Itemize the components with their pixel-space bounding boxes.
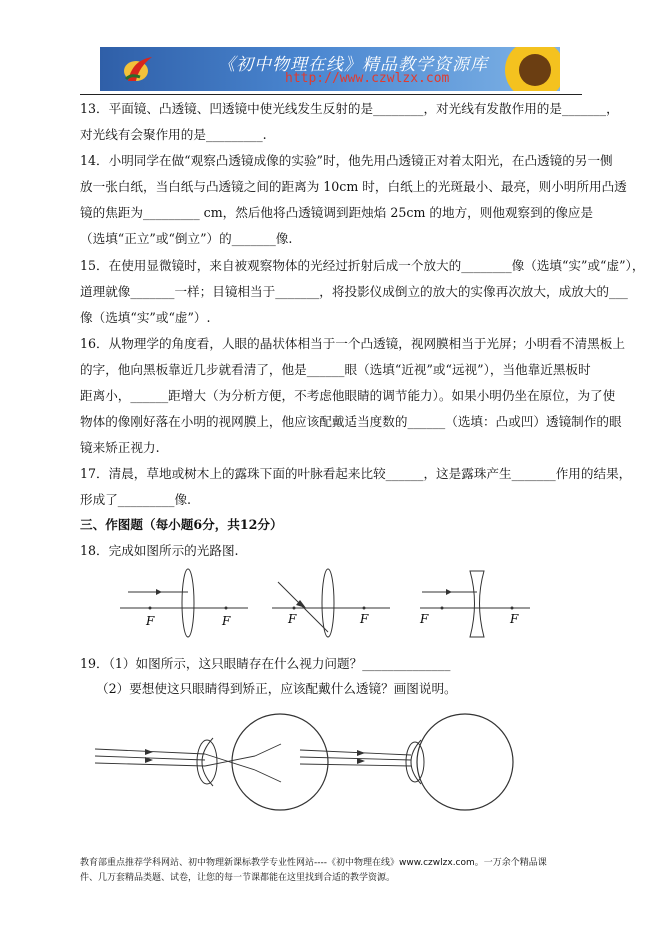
focus-point-left-2: [293, 607, 296, 610]
focus-label: F: [420, 612, 429, 626]
q15-line-2: 道理就像_______一样；目镜相当于_______，将投影仪成倒立的放大的实像再次放大，成放大的___: [80, 284, 628, 299]
q18-figure-convex-focus: [272, 569, 390, 637]
focus-label: F: [222, 614, 231, 628]
eyeball-outline-1: [232, 714, 328, 810]
eyeball-outline-2: [417, 714, 513, 810]
focus-label: F: [510, 612, 519, 626]
header-banner: [100, 47, 560, 91]
q16-line-5: 镜来矫正视力.: [80, 440, 160, 455]
header-rule: [80, 94, 582, 95]
q17-line-2: 形成了_________像.: [80, 492, 192, 507]
q16-line-3: 距离小，______距增大（为分析方便，不考虑他眼睛的调节能力）。如果小明仍坐在原位，为了使: [80, 388, 616, 403]
q14-line-4: （选填“正立”或“倒立”）的_______像.: [80, 231, 293, 246]
focus-point-left-1: [149, 607, 152, 610]
ray-arrow: [145, 749, 153, 755]
q18-figure-concave: [419, 571, 530, 637]
focus-label: F: [146, 614, 155, 628]
section-heading: 三、作图题（每小题6分，共12分）: [80, 517, 283, 532]
q14-line-1: 14．小明同学在做“观察凸透镜成像的实验”时，他先用凸透镜正对着太阳光，在凸透镜的另一侧: [80, 153, 613, 168]
focus-point-left-3: [441, 607, 444, 610]
concave-lens: [470, 571, 484, 637]
focus-point-right-1: [225, 607, 228, 610]
convex-lens-2: [322, 569, 334, 637]
footer-line-2: 件、几万套精品类题、试卷，让您的每一节课都能在这里找到合适的教学资源。: [80, 873, 396, 883]
q15-line-1: 15．在使用显微镜时，来自被观察物体的光经过折射后成一个放大的________像（选填“实”或“虚”），: [80, 258, 645, 273]
convex-lens-1: [182, 569, 194, 637]
q19-part-2: （2）要想使这只眼睛得到矫正，应该配戴什么透镜？画图说明。: [96, 681, 457, 696]
focus-label: F: [288, 612, 297, 626]
q14-line-2: 放一张白纸，当白纸与凸透镜之间的距离为 10cm 时，白纸上的光斑最小、最亮，则小明所用凸透: [80, 179, 627, 194]
arrow-head-3: [446, 589, 452, 595]
q19-part-1: 19．（1）如图所示，这只眼睛存在什么视力问题？______________: [80, 656, 451, 671]
ray-arrow: [357, 750, 365, 756]
focus-label: F: [360, 612, 369, 626]
q16-line-2: 的字，他向黑板靠近几步就看清了，他是______眼（选填“近视”或“远视”），当他靠近黑板时: [80, 362, 591, 377]
sunflower-icon: [500, 47, 560, 91]
footer-line-1: 教育部重点推荐学科网站、初中物理新课标教学专业性网站----《初中物理在线》www.czwlzx.com。一万余个精品课: [80, 858, 547, 868]
q15-line-3: 像（选填“实”或“虚”）.: [80, 310, 211, 325]
q13-line-1: 13．平面镜、凸透镜、凹透镜中使光线发生反射的是________，对光线有发散作用的是_______，: [80, 101, 619, 116]
q18-figures: [120, 565, 530, 643]
banner-url: http://www.czwlzx.com: [285, 71, 450, 86]
focus-point-right-3: [511, 607, 514, 610]
q18-figure-convex-parallel: [120, 569, 248, 637]
q17-line-1: 17．清晨，草地或树木上的露珠下面的叶脉看起来比较______，这是露珠产生_______作用的结果，: [80, 466, 632, 481]
focus-point-right-2: [363, 607, 366, 610]
cornea-1: [202, 738, 213, 786]
q16-line-4: 物体的像刚好落在小明的视网膜上，他应该配戴适当度数的______（选填：凸或凹）透镜制作的眼: [80, 414, 622, 429]
eye-diagram-2: [300, 714, 513, 810]
site-logo-icon: [122, 53, 156, 85]
q13-line-2: 对光线有会聚作用的是_________.: [80, 127, 267, 142]
q19-eye-figures: [95, 712, 515, 812]
q18-text: 18．完成如图所示的光路图.: [80, 543, 239, 558]
q16-line-1: 16．从物理学的角度看，人眼的晶状体相当于一个凸透镜，视网膜相当于光屏；小明看不清黑板上: [80, 336, 625, 351]
arrow-head-1: [156, 589, 162, 595]
eye-diagram-1: [95, 714, 328, 810]
q14-line-3: 镜的焦距为_________ cm，然后他将凸透镜调到距烛焰 25cm 的地方，则他观察到的像应是: [80, 205, 594, 220]
banner-title: 《初中物理在线》精品教学资源库: [218, 55, 488, 75]
